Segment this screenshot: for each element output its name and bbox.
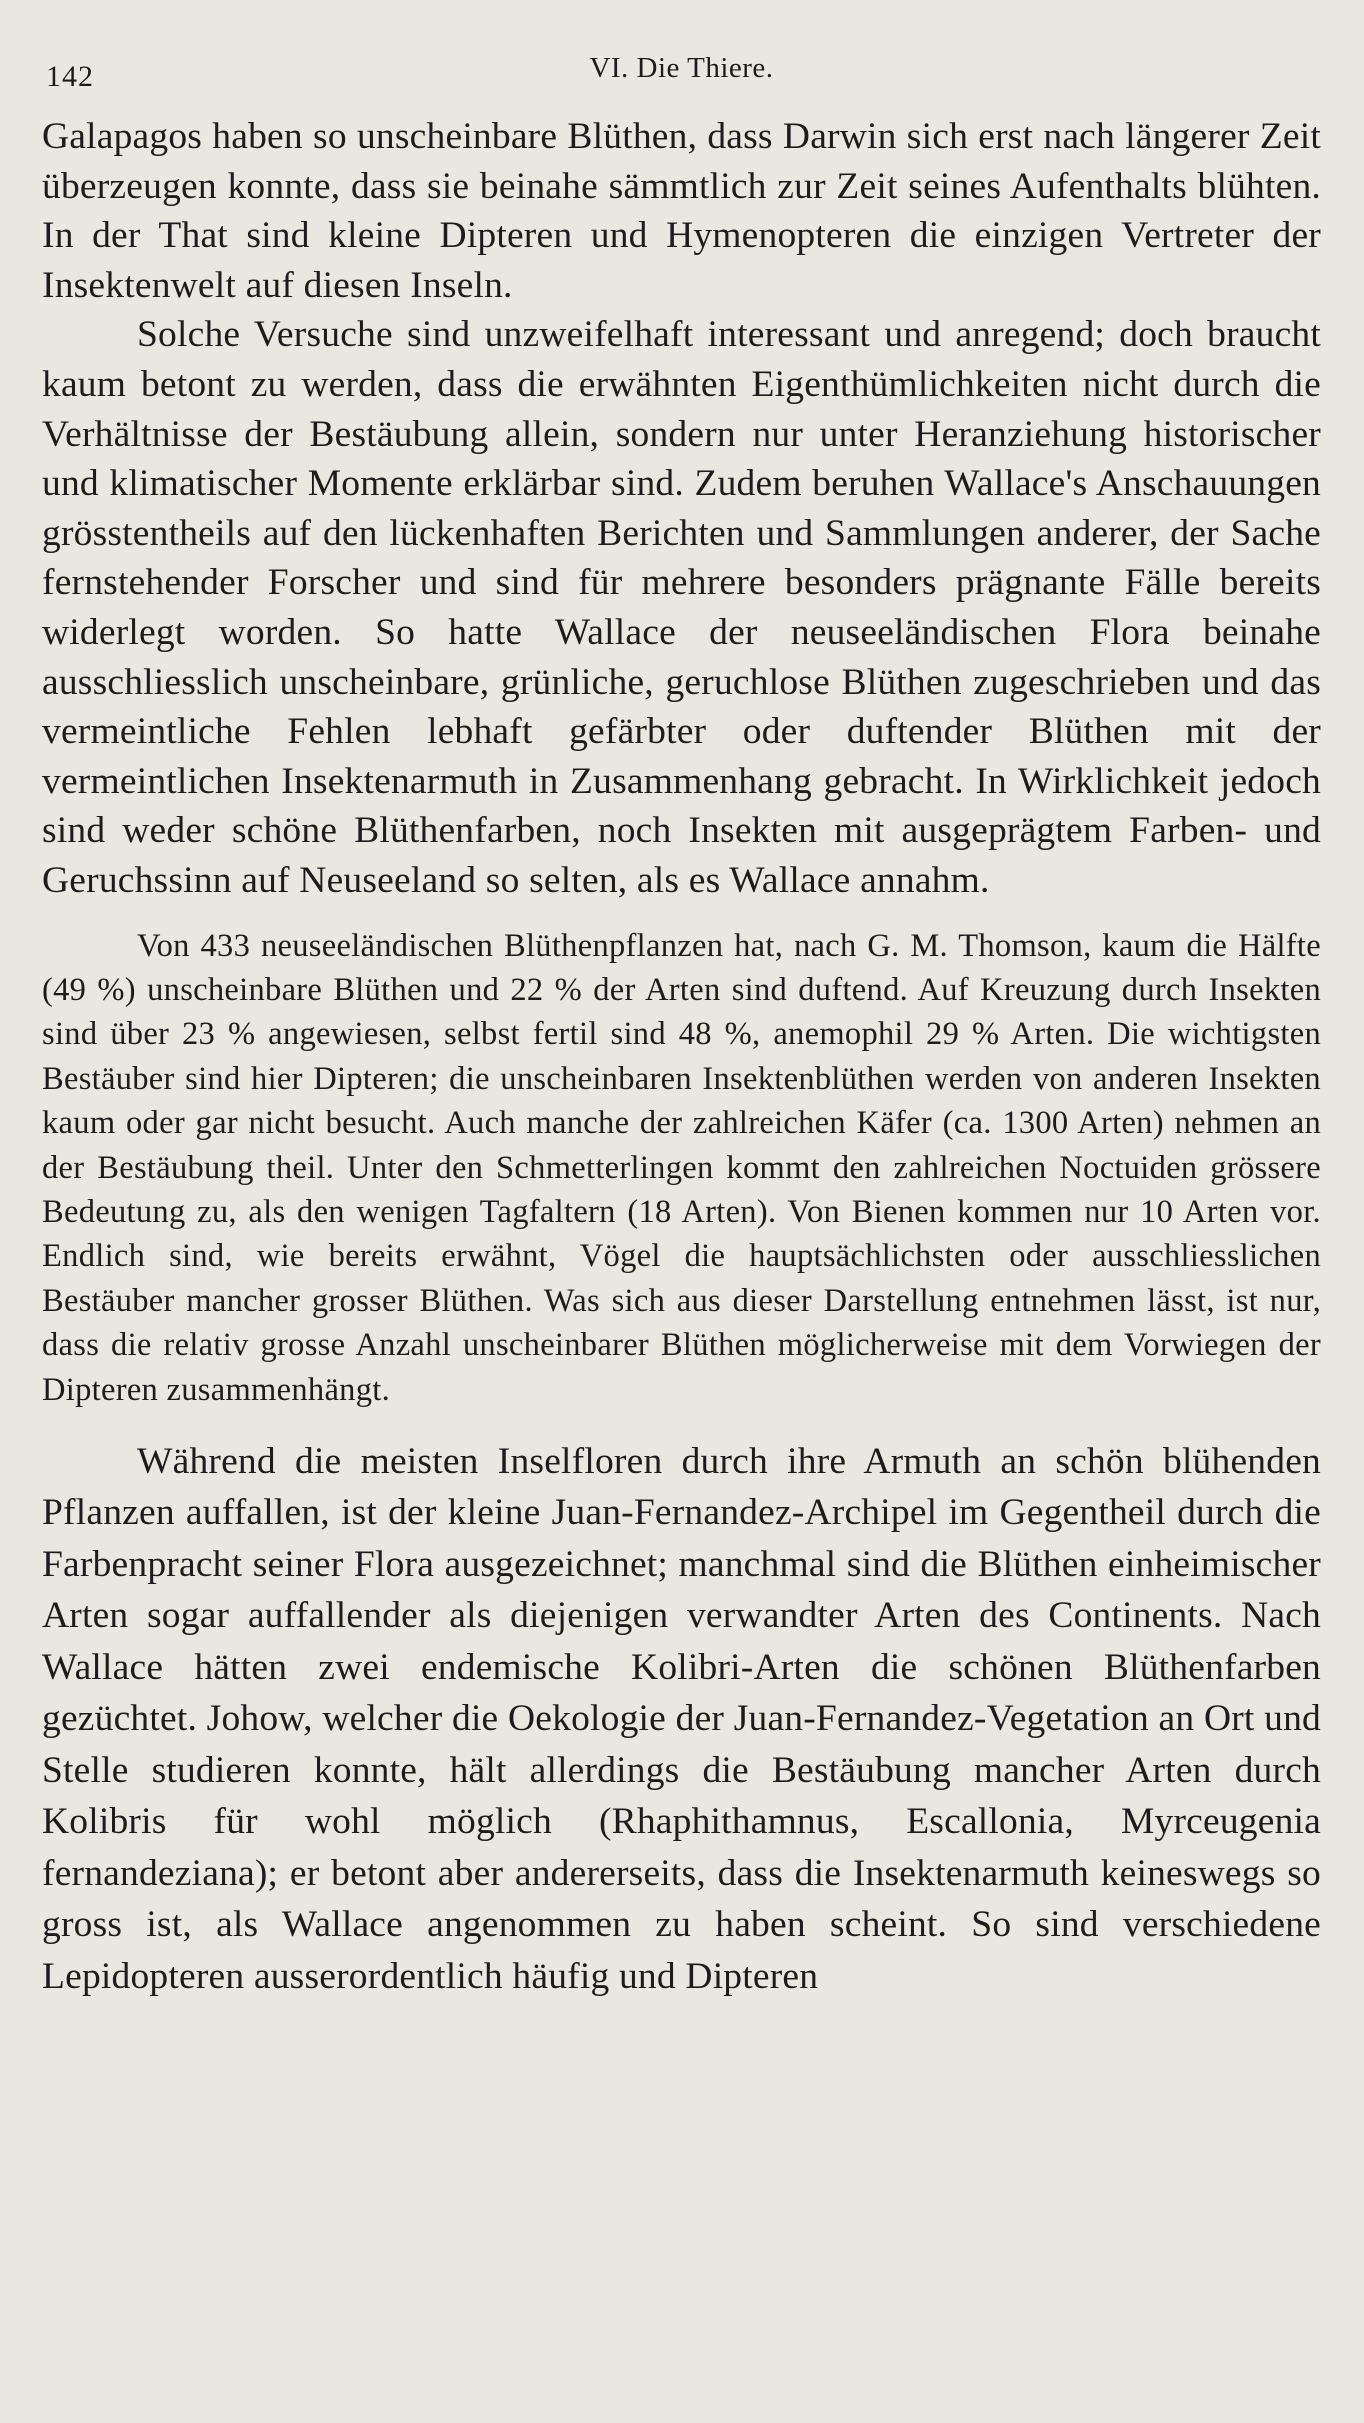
paragraph-small-print-thomson: Von 433 neuseeländischen Blüthenpflanzen hat, nach G. M. Thomson, kaum die Hälfte (49 %) unscheinbare Blüthen und 22 % der Arten sind duftend. Auf Kreuzung durch Insekten sind über 23 % angewiesen, selbst fertil sind 48 %, anemophil 29 % Arten. Die wichtigsten Bestäuber sind hier Dipteren; die unscheinbaren Insektenblüthen werden von anderen Insekten kaum oder gar nicht besucht. Auch manche der zahlreichen Käfer (ca. 1300 Arten) nehmen an der Bestäubung theil. Unter den Schmetterlingen kommt den zahlreichen Noctuiden grössere Bedeutung zu, als den wenigen Tagfaltern (18 Arten). Von Bienen kommen nur 10 Arten vor. Endlich sind, wie bereits erwähnt, Vögel die hauptsächlichsten oder ausschliesslichen Bestäuber mancher grosser Blüthen. Was sich aus dieser Darstellung entnehmen lässt, ist nur, dass die relativ grosse Anzahl unscheinbarer Blüthen möglicherweise mit dem Vorwiegen der Dipteren zusammenhängt. — [42, 927, 1321, 1408]
paragraph-juan-fernandez: Während die meisten Inselfloren durch ihre Armuth an schön blühenden Pflanzen auffallen, ist der kleine Juan-Fernandez-Archipel im Gegentheil durch die Farbenpracht seiner Flora ausgezeichnet; manchmal sind die Blüthen einheimischer Arten sogar auffallender als diejenigen verwandter Arten des Continents. Nach Wallace hätten zwei endemische Kolibri-Arten die schönen Blüthenfarben gezüchtet. Johow, welcher die Oekologie der Juan-Fernandez-Vegetation an Ort und Stelle studieren konnte, hält allerdings die Bestäubung mancher Arten durch Kolibris für wohl möglich (Rhaphithamnus, Escallonia, Myrceugenia fernandeziana); er betont aber andererseits, dass die Insektenarmuth keineswegs so gross ist, als Wallace angenommen zu haben scheint. So sind verschiedene Lepidopteren ausserordentlich häufig und Dipteren — [42, 1440, 1321, 1997]
paragraph-wallace-critique: Solche Versuche sind unzweifelhaft interessant und anregend; doch braucht kaum betont zu werden, dass die erwähnten Eigenthümlichkeiten nicht durch die Verhältnisse der Bestäubung allein, sondern nur unter Heranziehung historischer und klimatischer Momente erklärbar sind. Zudem beruhen Wallace's Anschauungen grösstentheils auf den lückenhaften Berichten und Sammlungen anderer, der Sache fernstehender Forscher und sind für mehrere besonders prägnante Fälle bereits widerlegt worden. So hatte Wallace der neuseeländischen Flora beinahe ausschliesslich unscheinbare, grünliche, geruchlose Blüthen zugeschrieben und das vermeintliche Fehlen lebhaft gefärbter oder duftender Blüthen mit der vermeintlichen Insektenarmuth in Zusammenhang gebracht. In Wirklichkeit jedoch sind weder schöne Blüthenfarben, noch Insekten mit ausgeprägtem Farben- und Geruchssinn auf Neuseeland so selten, als es Wallace annahm. — [42, 314, 1321, 901]
running-head-title: VI. Die Thiere. — [589, 52, 774, 84]
running-head — [42, 48, 1321, 98]
page-number: 142 — [46, 60, 94, 93]
paragraph-continuation: Galapagos haben so unscheinbare Blüthen, dass Darwin sich erst nach längerer Zeit überzeugen konnte, dass sie beinahe sämmtlich zur Zeit seines Aufenthalts blühten. In der That sind kleine Dipteren und Hymenopteren die einzigen Vertreter der Insektenwelt auf diesen Inseln. — [42, 116, 1321, 306]
